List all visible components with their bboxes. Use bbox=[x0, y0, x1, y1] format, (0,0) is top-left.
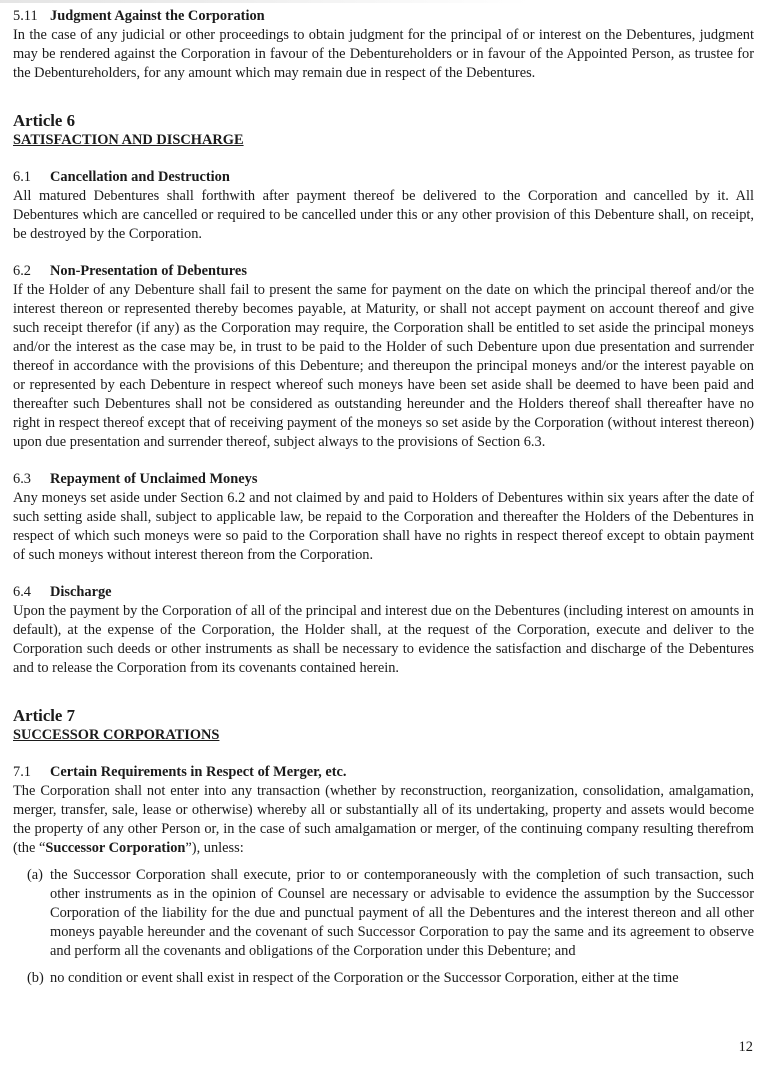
section-heading-6-3 bbox=[13, 470, 754, 489]
section-number: 6.4 bbox=[13, 584, 31, 600]
section-number: 6.1 bbox=[13, 169, 31, 185]
section-title: Repayment of Unclaimed Moneys bbox=[50, 471, 258, 487]
list-marker: (a) bbox=[27, 867, 43, 883]
section-number: 7.1 bbox=[13, 764, 31, 780]
article-7-heading-block bbox=[13, 705, 754, 745]
defined-term: Successor Corporation bbox=[45, 840, 186, 856]
list-item-a bbox=[13, 866, 754, 961]
scan-artifact-top bbox=[0, 0, 530, 3]
list-item-b bbox=[13, 969, 754, 988]
section-paragraph-6-1: All matured Debentures shall forthwith after payment thereof be delivered to the Corporation and cancelled by it. All Debentures which are cancelled or required to be cancelled under this or any other provision of this Debenture shall, on receipt, be destroyed by the Corporation. bbox=[13, 188, 754, 242]
paragraph-text-post: ”), unless: bbox=[185, 840, 244, 856]
list-item-text: no condition or event shall exist in respect of the Corporation or the Successor Corporation, either at the time bbox=[50, 970, 679, 986]
article-heading: SUCCESSOR CORPORATIONS bbox=[13, 727, 220, 743]
section-number: 6.2 bbox=[13, 263, 31, 279]
section-heading-6-1 bbox=[13, 168, 754, 187]
article-label: Article 7 bbox=[13, 706, 75, 725]
section-heading-6-4 bbox=[13, 583, 754, 602]
article-label: Article 6 bbox=[13, 111, 75, 130]
section-number: 5.11 bbox=[13, 8, 38, 24]
section-paragraph-6-3: Any moneys set aside under Section 6.2 and not claimed by and paid to Holders of Debentures within six years after the date of such setting aside shall, subject to applicable law, be repaid to the Corporation and thereafter the Holders of the Debentures in respect of which such moneys were so paid to the Corporation shall have no rights in respect thereof except to obtain payment of such moneys without interest thereon from the Corporation. bbox=[13, 490, 754, 563]
section-paragraph-6-2: If the Holder of any Debenture shall fail to present the same for payment on the date on which the principal thereof and/or the interest thereon or represented thereby becomes payable, at Maturity, or shall not accept payment on account thereof and give such receipt therefor (if any) as the Corporation may require, the Corporation shall be entitled to set aside the principal moneys and/or the interest as the case may be, in trust to be paid to the Holder of such Debenture upon due presentation and surrender thereof in accordance with the provisions of this Debenture; and thereupon the principal moneys and/or the interest payable on or represented by each Debenture in respect whereof such moneys have been set aside shall be deemed to have been paid and thereafter such Debentures shall not be considered as outstanding hereunder and the Holders thereof shall thereafter have no right in respect thereof except that of receiving payment of the moneys so set aside by the Corporation (without interest thereon) upon due presentation and surrender thereof, subject always to the provisions of Section 6.3. bbox=[13, 282, 754, 450]
section-heading-7-1 bbox=[13, 763, 754, 782]
page-number: 12 bbox=[738, 1039, 753, 1055]
section-heading-6-2 bbox=[13, 262, 754, 281]
section-paragraph-6-4: Upon the payment by the Corporation of all of the principal and interest due on the Debentures (including interest on amounts in default), at the expense of the Corporation, the Holder shall, at the request of the Corporation, execute and deliver to the Corporation such deeds or other instruments as shall be necessary to evidence the satisfaction and discharge of the Debentures and to release the Corporation from its covenants contained herein. bbox=[13, 603, 754, 676]
section-heading-5-11 bbox=[13, 7, 754, 26]
article-heading: SATISFACTION AND DISCHARGE bbox=[13, 132, 244, 148]
section-title: Cancellation and Destruction bbox=[50, 169, 230, 185]
section-number: 6.3 bbox=[13, 471, 31, 487]
section-paragraph-7-1 bbox=[13, 782, 754, 858]
paragraph-text-pre: The Corporation shall not enter into any transaction (whether by reconstruction, reorganization, consolidation, amalgamation, merger, transfer, sale, lease or otherwise) whereby all or substantially all of its undertaking, property and assets would become the property of any other Person or, in the case of such amalgamation or merger, of the continuing company resulting therefrom (the “ bbox=[13, 783, 754, 856]
section-title: Judgment Against the Corporation bbox=[50, 8, 265, 24]
list-marker: (b) bbox=[27, 970, 44, 986]
list-item-text: the Successor Corporation shall execute, prior to or contemporaneously with the completion of such transaction, such other instruments as in the opinion of Counsel are necessary or advisable to evidence the assumption by the Successor Corporation of the liability for the due and punctual payment of all the Debentures and the interest thereon and all other moneys payable hereunder and the covenant of such Successor Corporation to pay the same and its agreement to observe and perform all the covenants and obligations of the Corporation under this Debenture; and bbox=[50, 867, 754, 959]
section-title: Discharge bbox=[50, 584, 112, 600]
section-paragraph-5-11: In the case of any judicial or other proceedings to obtain judgment for the principal of or interest on the Debentures, judgment may be rendered against the Corporation in favour of the Debentureholders or in favour of the Appointed Person, as trustee for the Debentureholders, for any amount which may remain due in respect of the Debentures. bbox=[13, 27, 754, 81]
section-title: Certain Requirements in Respect of Merger, etc. bbox=[50, 764, 347, 780]
article-6-heading-block bbox=[13, 110, 754, 150]
section-title: Non-Presentation of Debentures bbox=[50, 263, 247, 279]
